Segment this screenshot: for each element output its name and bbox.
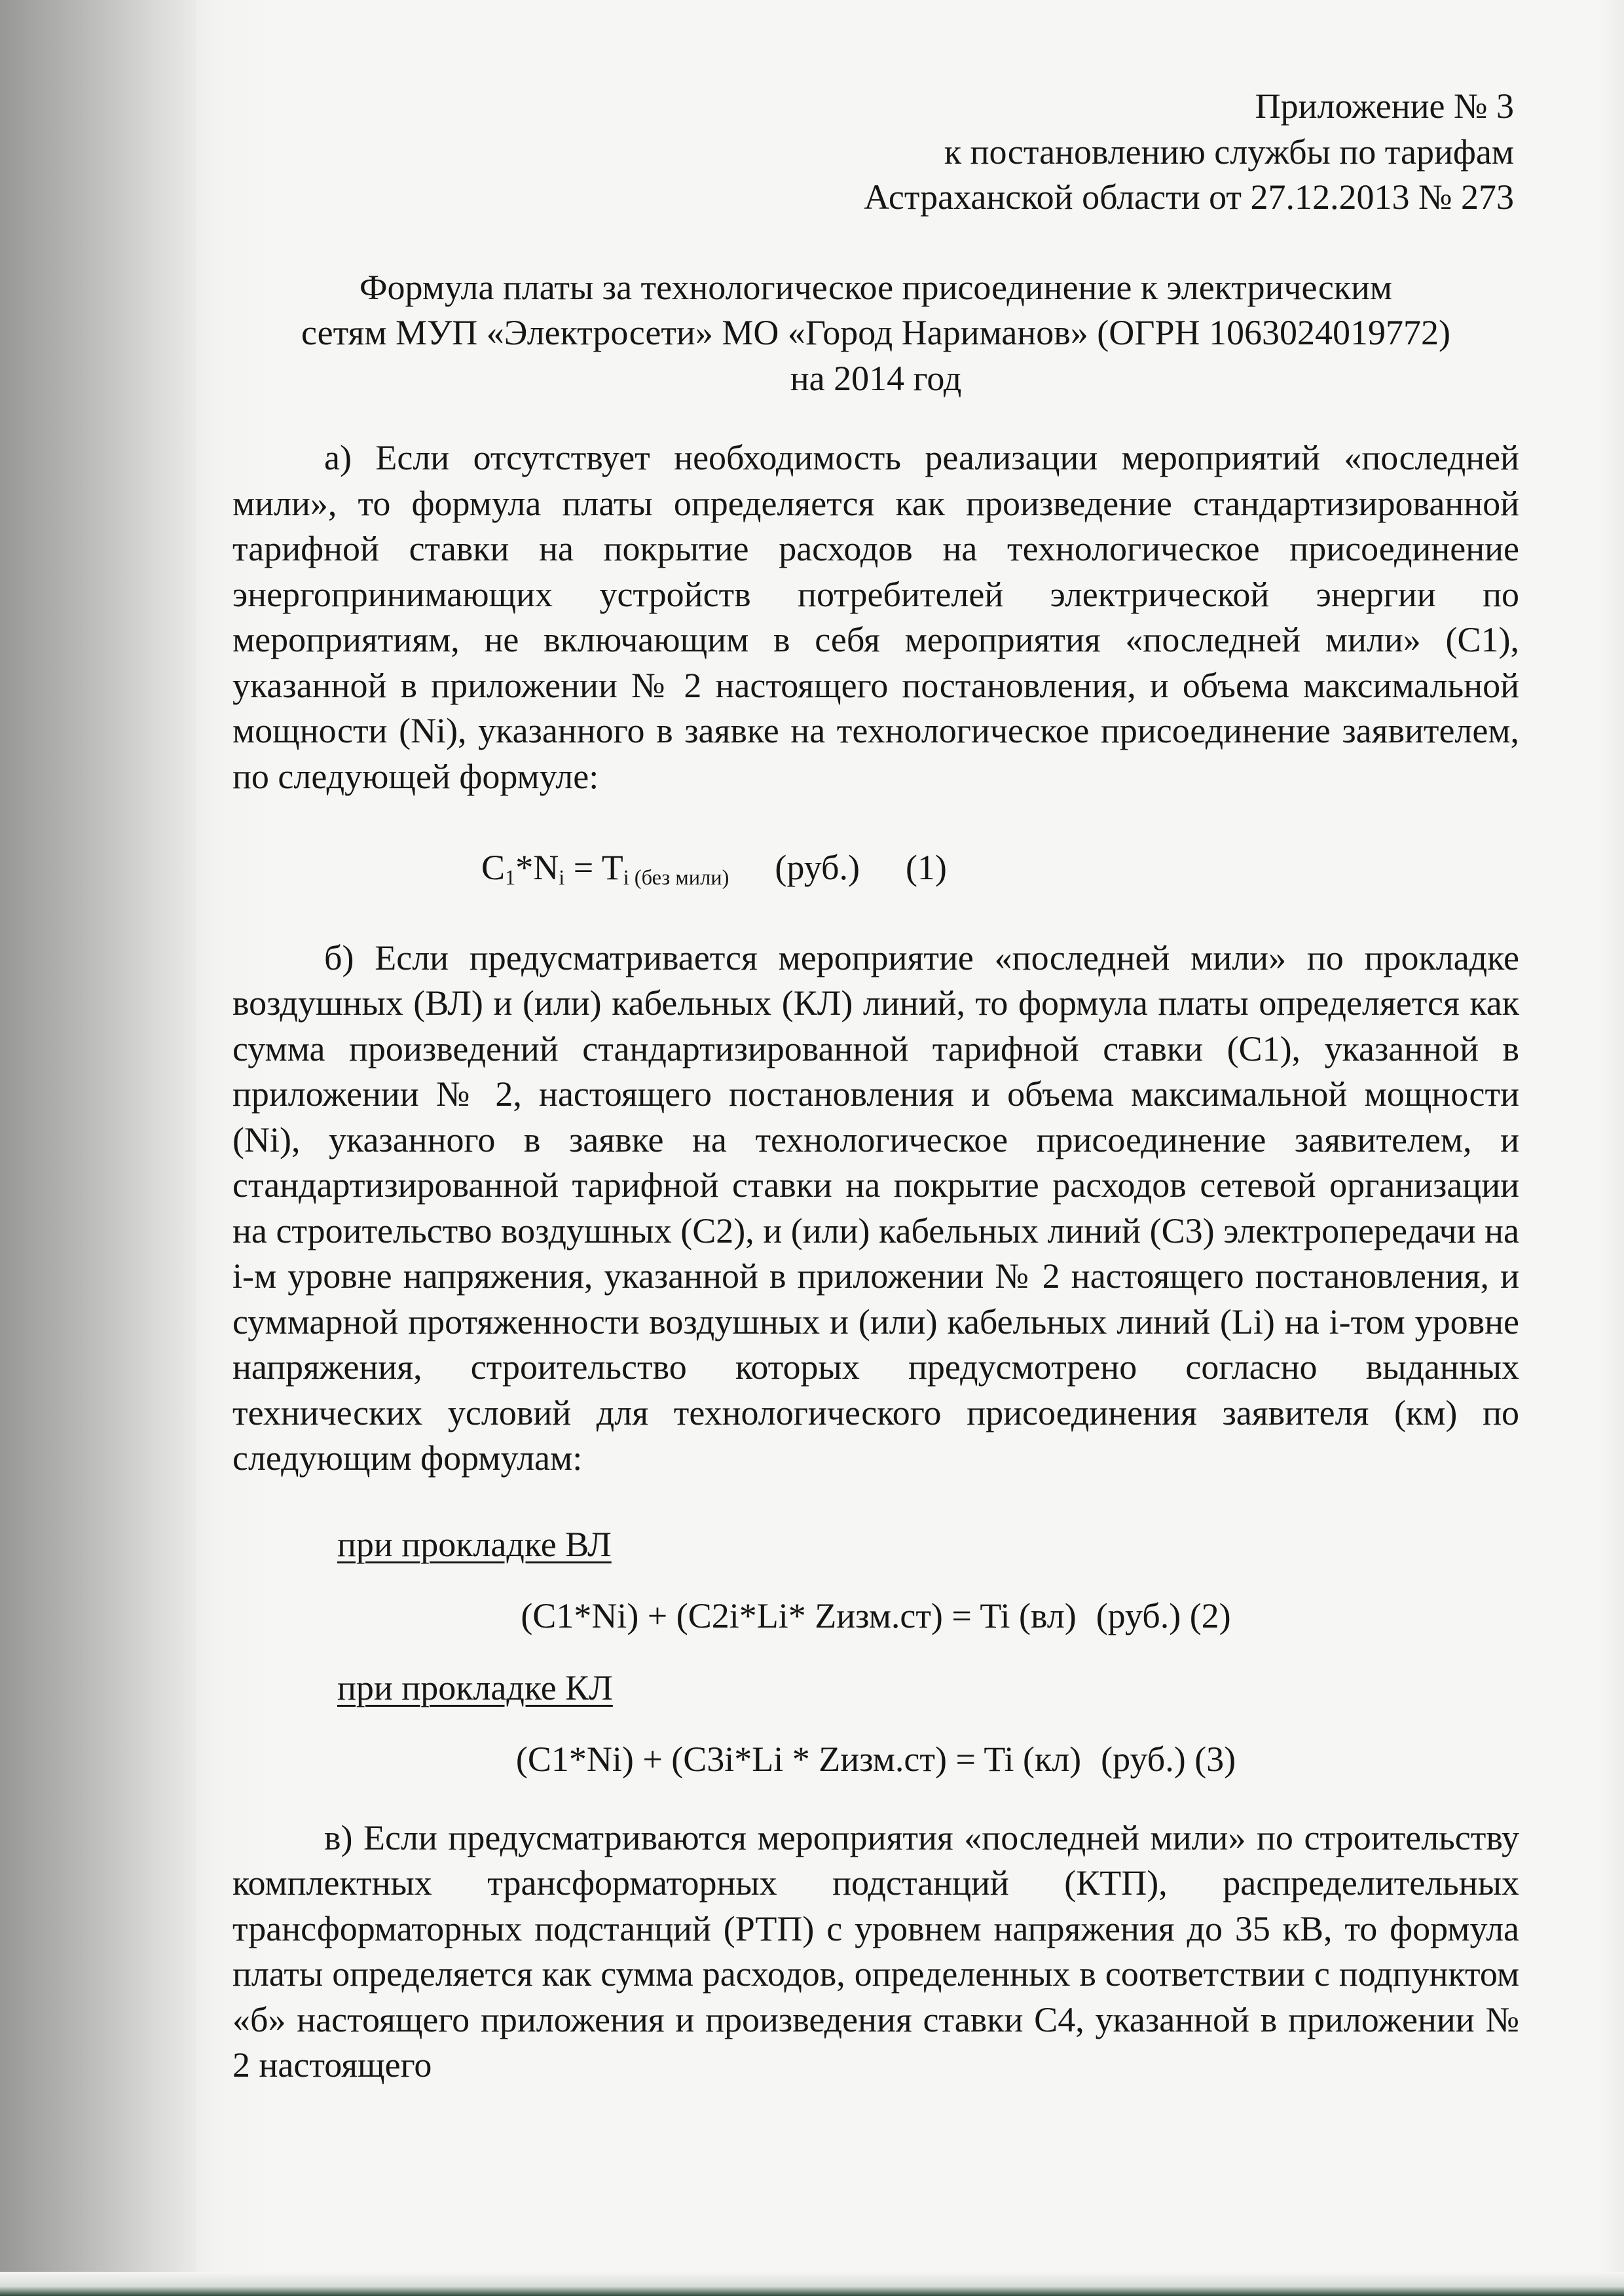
paragraph-b: б) Если предусматривается мероприятие «последней мили» по прокладке воздушных (ВЛ) и (или) кабельных (КЛ) линий, то формула платы определяется как сумма произведений стандартизированной тарифной ставки (С1), указанной в приложении № 2, настоящего постановления и объема максимальной мощности (Ni), указанного в заявке на технологическое присоединение заявителем, и стандартизированной тарифной ставки на покрытие расходов сетевой организации на строительство воздушных (С2), и (или) кабельных линий (С3) электропередачи на i-м уровне напряжения, указанной в приложении № 2 настоящего постановления, и суммарной протяженности воздушных и (или) кабельных линий (Li) на i-том уровне напряжения, строительство которых предусмотрено согласно выданных технических условий для технологического присоединения заявителя (км) по следующим формулам: bbox=[232, 938, 1519, 1478]
formula-2: (C1*Ni) + (C2i*Li* Zизм.ст) = Ti (вл) (руб.) (2) bbox=[521, 1596, 1231, 1635]
case-kl-label: при прокладке КЛ bbox=[337, 1667, 613, 1707]
document-title bbox=[232, 265, 1519, 402]
header-line-3: Астраханской области от 27.12.2013 № 273 bbox=[864, 177, 1514, 217]
header-line-2: к постановлению службы по тарифам bbox=[944, 132, 1514, 172]
header-line-1: Приложение № 3 bbox=[1255, 86, 1514, 126]
formula-3: (C1*Ni) + (C3i*Li * Zизм.ст) = Ti (кл) (руб.) (3) bbox=[515, 1740, 1236, 1779]
scan-bottom-edge bbox=[0, 2272, 1624, 2296]
title-line-1: Формула платы за технологическое присоединение к электрическим bbox=[359, 267, 1393, 307]
paragraph-a: а) Если отсутствует необходимость реализации мероприятий «последней мили», то формула платы определяется как произведение стандартизированной тарифной ставки на покрытие расходов на технологическое присоединение энергопринимающих устройств потребителей электрической энергии по мероприятиям, не включающим в себя мероприятия «последней мили» (С1), указанной в приложении № 2 настоящего постановления, и объема максимальной мощности (Ni), указанного в заявке на технологическое присоединение заявителем, по следующей формуле: bbox=[232, 438, 1519, 796]
case-vl-label: при прокладке ВЛ bbox=[337, 1524, 612, 1564]
title-line-2: сетям МУП «Электросети» МО «Город Нариманов» (ОГРН 1063024019772) bbox=[301, 313, 1450, 352]
document-content bbox=[232, 84, 1519, 2088]
formula-1: $C_1*N_i = T_{i (без мили)}$ (руб.) (1) bbox=[481, 848, 947, 890]
paragraph-v: в) Если предусматриваются мероприятия «последней мили» по строительству комплектных трансформаторных подстанций (КТП), распределительных трансформаторных подстанций (РТП) с уровнем напряжения до 35 кВ, то формула платы определяется как сумма расходов, определенных в соответствии с подпунктом «б» настоящего приложения и произведения ставки С4, указанной в приложении № 2 настоящего bbox=[232, 1817, 1519, 2085]
appendix-header bbox=[232, 84, 1519, 221]
scan-shadow bbox=[0, 0, 196, 2296]
title-line-3: на 2014 год bbox=[790, 358, 962, 398]
